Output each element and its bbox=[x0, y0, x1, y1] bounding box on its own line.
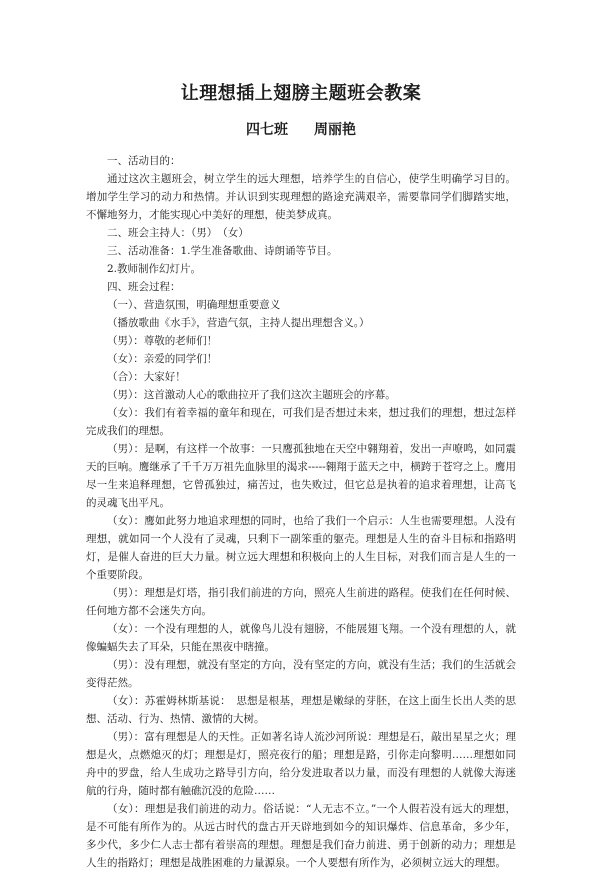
class-name: 四七班 bbox=[246, 122, 288, 138]
dialogue-line: （男）：理想是灯塔，指引我们前进的方向，照亮人生前进的路程。使我们在任何时候、任何地方都不会迷失方向。 bbox=[86, 587, 516, 617]
dialogue-line: （女）：鹰如此努力地追求理想的同时，也给了我们一个启示：人生也需要理想。人没有理想，就如同一个人没有了灵魂，只剩下一副笨重的躯壳。理想是人生的奋斗目标和指路明灯，是催人奋进的巨大力量。树立远大理想和积极向上的人生目标，对我们而言是人生的一个重要阶段。 bbox=[86, 515, 516, 581]
dialogue-line: （女）：我们有着幸福的童年和现在，可我们是否想过未来，想过我们的理想，想过怎样完成我们的理想。 bbox=[86, 407, 516, 437]
dialogue-line: （女）：一个没有理想的人，就像鸟儿没有翅膀，不能展翅飞翔。一个没有理想的人，就像蝙蝠失去了耳朵，只能在黑夜中瞎撞。 bbox=[86, 623, 516, 653]
dialogue-line: （女）：苏霍姆林斯基说： 思想是根基，理想是嫩绿的芽胚，在这上面生长出人类的思想、活动、行为、热情、激情的大树。 bbox=[86, 695, 516, 725]
dialogue-line: （男）：是啊，有这样一个故事：一只鹰孤独地在天空中翱翔着，发出一声嘹鸣，如同震天的巨响。鹰继承了千千万万祖先血脉里的渴求-----翱翔于蓝天之中，横跨于苍穹之上。鹰用尽一生来追释理想，它曾孤独过，痛苦过，也失败过，但它总是执着的追求着理想，让高飞的灵魂飞出平凡。 bbox=[86, 443, 516, 509]
paragraph: 通过这次主题班会，树立学生的远大理想，培养学生的自信心，使学生明确学习目的。增加学生学习的动力和热情。并认识到实现理想的路途充满艰辛，需要靠同学们脚踏实地，不懈地努力，才能实现心中美好的理想，使美梦成真。 bbox=[86, 173, 516, 221]
sub-heading: （一）、营造氛围，明确理想重要意义 bbox=[107, 299, 281, 311]
section-heading: 二、班会主持人：（男） （女） bbox=[107, 227, 249, 239]
section-heading: 一、活动目的： bbox=[107, 155, 181, 167]
paragraph: 2.教师制作幻灯片。 bbox=[107, 263, 202, 275]
teacher-name: 周丽艳 bbox=[314, 122, 356, 138]
stage-direction: （播放歌曲《水手》，营造气氛，主持人提出理想含义。） bbox=[107, 317, 370, 329]
dialogue-line: （合）：大家好！ bbox=[107, 371, 186, 383]
document-body bbox=[86, 152, 516, 872]
author-line bbox=[86, 108, 516, 142]
section-heading: 四、班会过程： bbox=[107, 281, 181, 293]
dialogue-line: （女）：理想是我们前进的动力。俗话说：“人无志不立。”一个人假若没有远大的理想，是不可能有所作为的。从远古时代的盘古开天辟地到如今的知识爆炸、信息革命，多少年，多少代，多少仁人志士都有着崇高的理想。理想是我们奋力前进、勇于创新的动力；理想是人生的指路灯；理想是战胜困难的力量源泉。一个人要想有所作为，必须树立远大的理想。 bbox=[86, 803, 516, 869]
dialogue-line: （男）：没有理想，就没有坚定的方向，没有坚定的方向，就没有生活；我们的生活就会变得茫然。 bbox=[86, 659, 516, 689]
document-title: 让理想插上翅膀主题班会教案 bbox=[180, 83, 422, 104]
dialogue-line: （男）：富有理想是人的天性。正如著名诗人流沙河所说：理想是石，敲出星星之火；理想是火，点燃熄灭的灯；理想是灯，照亮夜行的船；理想是路，引你走向黎明……理想如同舟中的罗盘，给人生成功之路导引方向，给分发进取者以力量，而没有理想的人就像大海迷航的行舟，随时都有触礁沉没的危险…… bbox=[86, 731, 516, 797]
dialogue-line: （男）：尊敬的老师们！ bbox=[107, 335, 218, 347]
section-heading: 三、活动准备：1.学生准备歌曲、诗朗诵等节目。 bbox=[107, 245, 338, 257]
dialogue-line: （女）：亲爱的同学们！ bbox=[107, 353, 218, 365]
dialogue-line: （男）：这首激动人心的歌曲拉开了我们这次主题班会的序幕。 bbox=[107, 389, 396, 401]
